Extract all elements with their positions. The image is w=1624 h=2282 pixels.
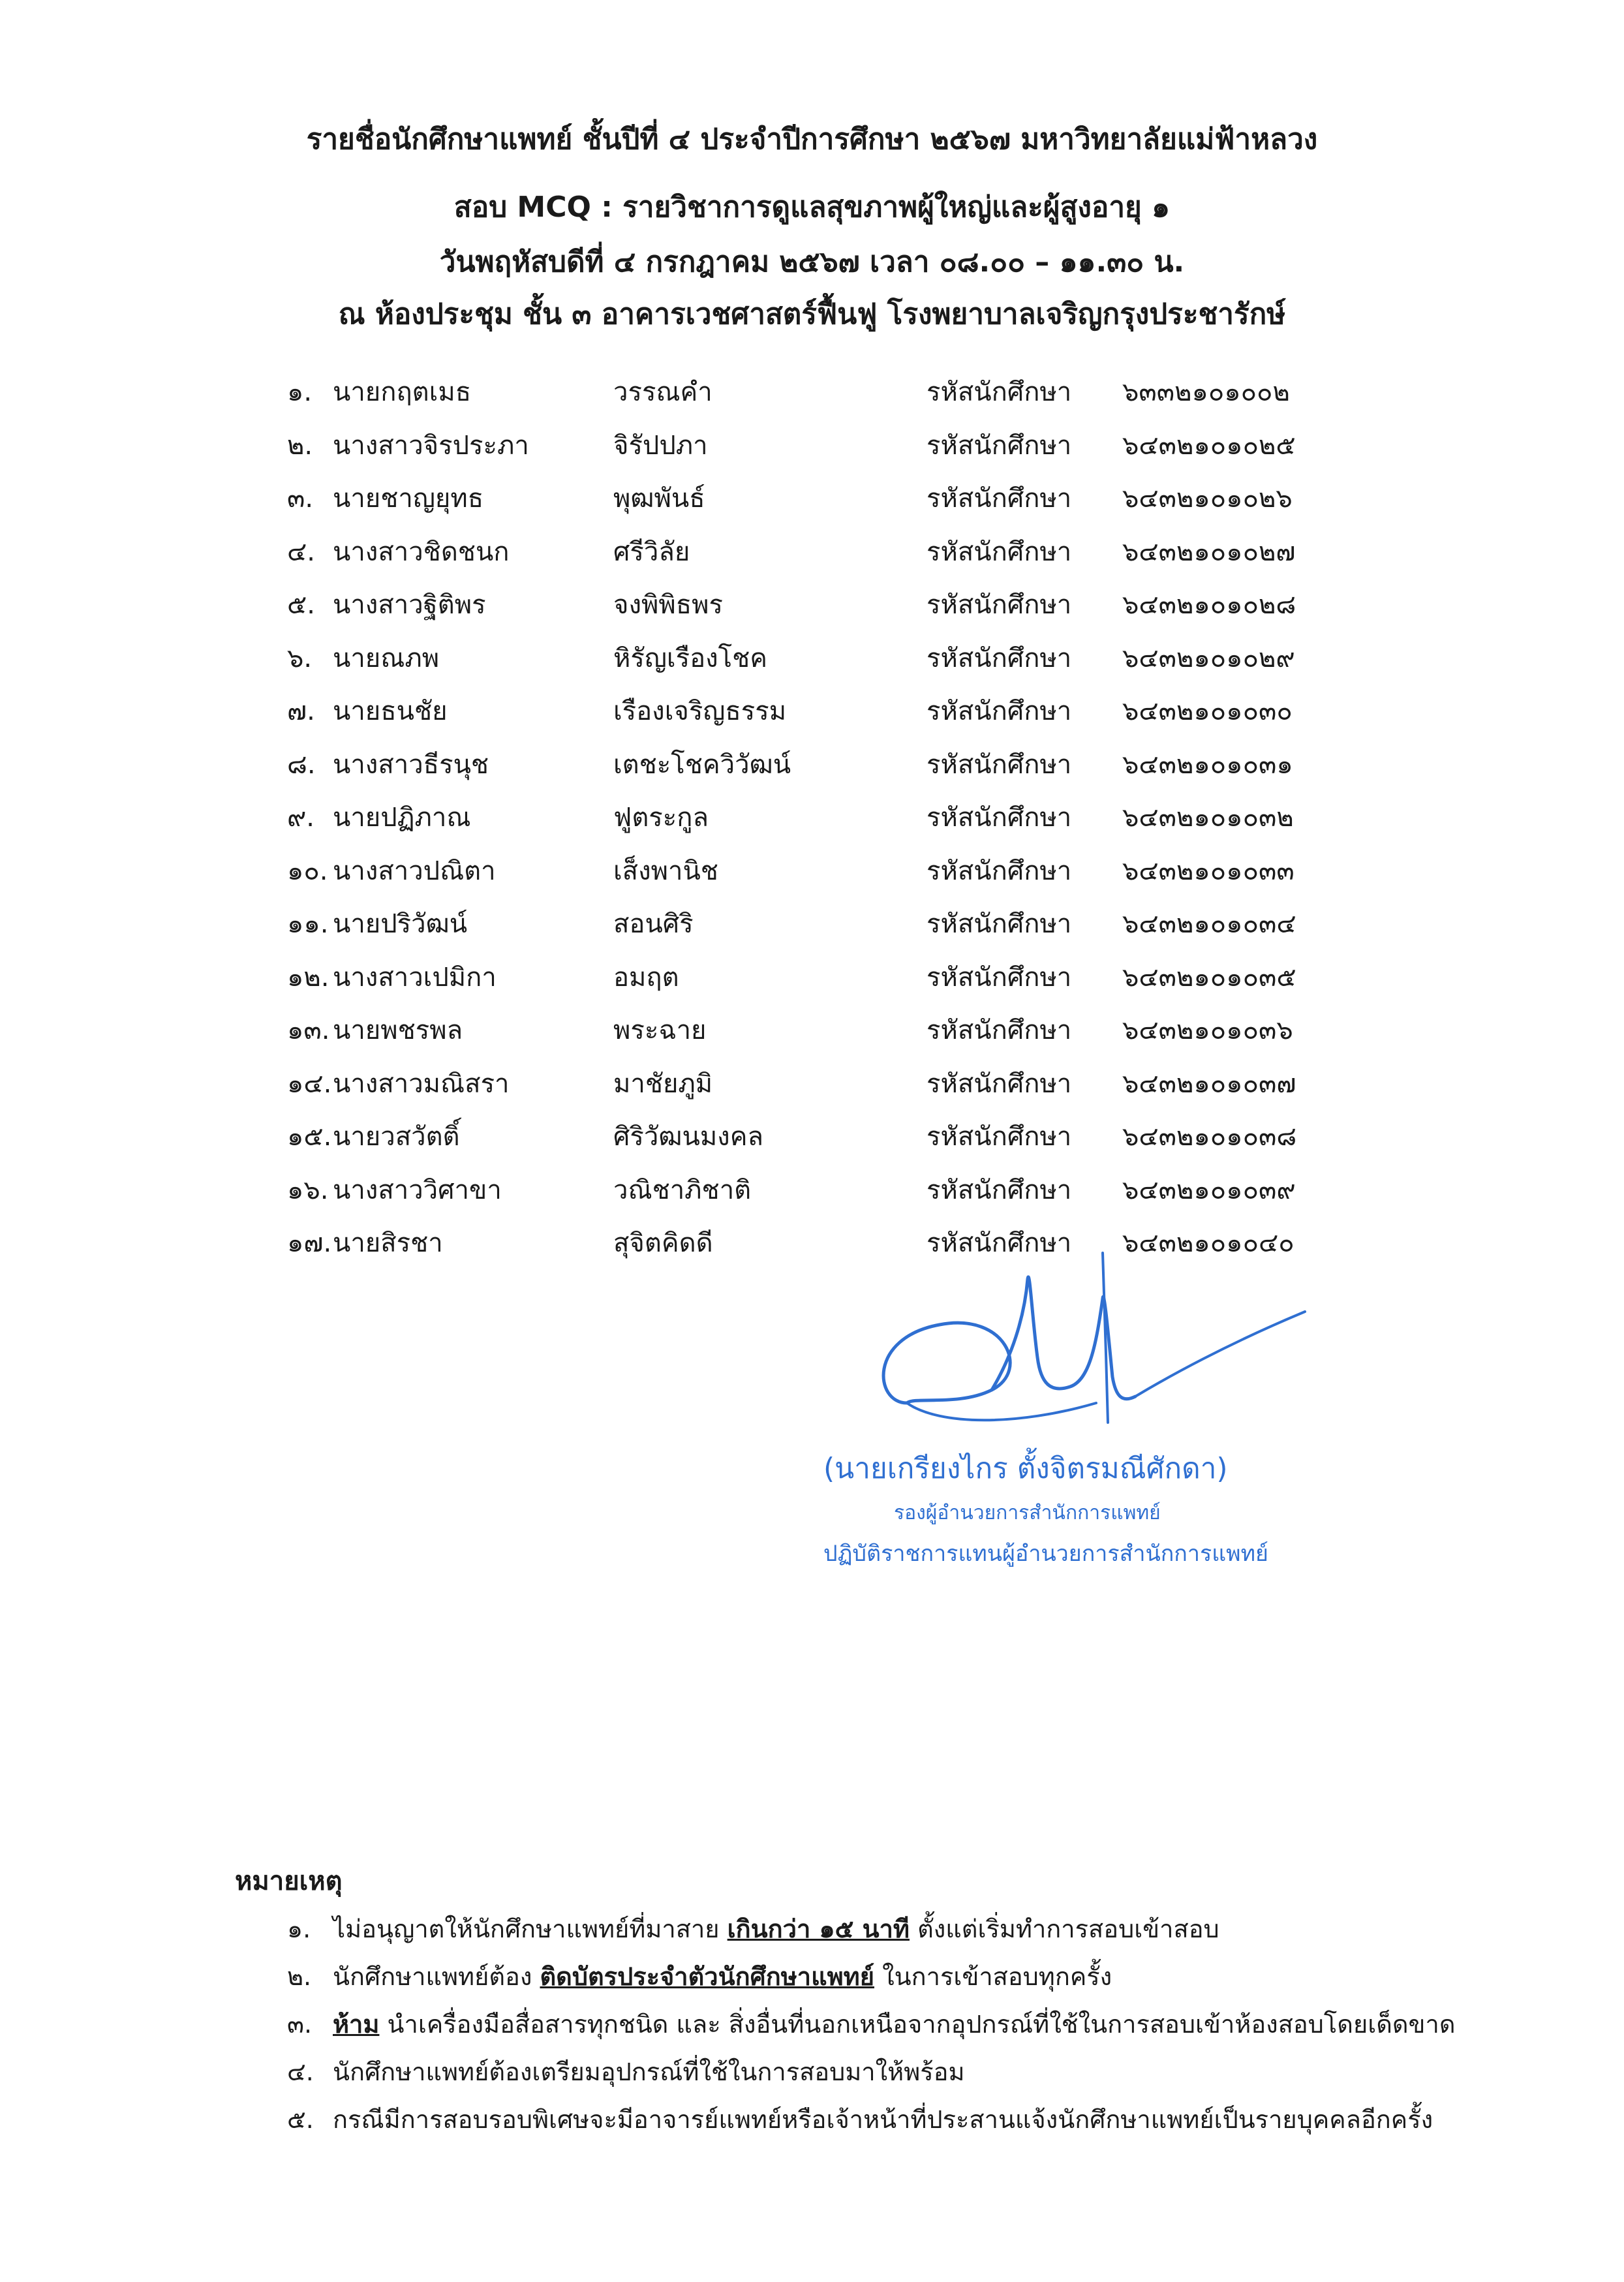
student-number: ๑๒. (287, 962, 329, 993)
student-first-name: นางสาวปณิตา (333, 856, 496, 886)
handwritten-signature (861, 1240, 1318, 1436)
notes-title: หมายเหตุ (235, 1866, 343, 1896)
student-id: ๖๔๓๒๑๐๑๐๒๖ (1122, 484, 1293, 514)
student-list (287, 371, 1396, 1275)
student-id: ๖๔๓๒๑๐๑๐๓๙ (1122, 1175, 1296, 1205)
student-first-name: นายกฤตเมธ (333, 377, 472, 407)
student-row (287, 902, 1396, 956)
student-id: ๖๔๓๒๑๐๑๐๓๓ (1122, 856, 1295, 886)
student-number: ๒. (287, 430, 313, 461)
note-number: ๒. (287, 1962, 312, 1991)
note-text (333, 1956, 1112, 1996)
student-number: ๑. (287, 377, 313, 407)
student-last-name: ฟูตระกูล (613, 803, 709, 833)
student-first-name: นางสาวเปมิกา (333, 962, 497, 993)
student-row (287, 371, 1396, 424)
student-row (287, 956, 1396, 1010)
student-last-name: วณิชาภิชาติ (613, 1175, 752, 1205)
student-last-name: อมฤต (613, 962, 679, 993)
header-datetime: วันพฤหัสบดีที่ ๔ กรกฎาคม ๒๕๖๗ เวลา ๐๘.๐๐ – ๑๑.๓๐ น. (439, 245, 1185, 279)
signatory-position: รองผู้อำนวยการสำนักการแพทย์ (894, 1502, 1161, 1524)
student-last-name: พระฉาย (613, 1015, 707, 1045)
note-emphasis: ห้าม (333, 2010, 380, 2039)
student-row (287, 1062, 1396, 1116)
student-first-name: นายณภพ (333, 643, 440, 673)
student-id: ๖๔๓๒๑๐๑๐๓๘ (1122, 1122, 1297, 1152)
student-last-name: มาชัยภูมิ (613, 1068, 713, 1099)
note-item (287, 1956, 1527, 2004)
student-first-name: นางสาววิศาขา (333, 1175, 502, 1205)
student-first-name: นายชาญยุทธ (333, 484, 484, 514)
student-id: ๖๔๓๒๑๐๑๐๒๗ (1122, 536, 1296, 567)
student-id-label: รหัสนักศึกษา (927, 484, 1072, 514)
note-emphasis: ติดบัตรประจำตัวนักศึกษาแพทย์ (540, 1962, 874, 1991)
student-id-label: รหัสนักศึกษา (927, 856, 1072, 886)
signatory-acting-position: ปฏิบัติราชการแทนผู้อำนวยการสำนักการแพทย์ (823, 1541, 1268, 1567)
student-number: ๑๗. (287, 1228, 332, 1258)
header-title: รายชื่อนักศึกษาแพทย์ ชั้นปีที่ ๔ ประจำปีการศึกษา ๒๕๖๗ มหาวิทยาลัยแม่ฟ้าหลวง (306, 123, 1318, 156)
student-id-label: รหัสนักศึกษา (927, 749, 1072, 780)
student-last-name: ศิริวัฒนมงคล (613, 1122, 763, 1152)
student-id-label: รหัสนักศึกษา (927, 1122, 1072, 1152)
student-id: ๖๔๓๒๑๐๑๐๓๒ (1122, 803, 1294, 833)
note-text (333, 2004, 1456, 2044)
student-id-label: รหัสนักศึกษา (927, 1175, 1072, 1205)
student-row (287, 1009, 1396, 1062)
student-last-name: สุจิตคิดดี (613, 1228, 713, 1258)
note-text (333, 2099, 1433, 2139)
student-id-label: รหัสนักศึกษา (927, 962, 1072, 993)
note-number: ๓. (287, 2010, 313, 2039)
student-last-name: ศรีวิลัย (613, 536, 690, 567)
student-row (287, 850, 1396, 903)
student-first-name: นายธนชัย (333, 696, 448, 726)
student-first-name: นางสาวมณิสรา (333, 1068, 510, 1099)
student-number: ๙. (287, 803, 315, 833)
note-text-pre: กรณีมีการสอบรอบพิเศษจะมีอาจารย์แพทย์หรือเจ้าหน้าที่ประสานแจ้งนักศึกษาแพทย์เป็นรายบุคคลอีกครั้ง (333, 2105, 1433, 2134)
note-text-post: ตั้งแต่เริ่มทำการสอบเข้าสอบ (909, 1915, 1219, 1943)
student-number: ๑๔. (287, 1068, 332, 1099)
student-id-label: รหัสนักศึกษา (927, 803, 1072, 833)
note-item (287, 1909, 1527, 1956)
student-id: ๖๔๓๒๑๐๑๐๒๙ (1122, 643, 1295, 673)
student-row (287, 531, 1396, 584)
student-first-name: นางสาวชิดชนก (333, 536, 510, 567)
note-text-post: ในการเข้าสอบทุกครั้ง (874, 1962, 1112, 1991)
student-number: ๑๖. (287, 1175, 329, 1205)
student-id-label: รหัสนักศึกษา (927, 377, 1072, 407)
note-text-pre: ไม่อนุญาตให้นักศึกษาแพทย์ที่มาสาย (333, 1915, 728, 1943)
header-venue: ณ ห้องประชุม ชั้น ๓ อาคารเวชศาสตร์ฟื้นฟู โรงพยาบาลเจริญกรุงประชารักษ์ (338, 298, 1286, 331)
note-number: ๔. (287, 2058, 314, 2086)
note-text-pre: นักศึกษาแพทย์ต้อง (333, 1962, 540, 1991)
student-id: ๖๔๓๒๑๐๑๐๓๔ (1122, 909, 1296, 939)
student-id: ๖๔๓๒๑๐๑๐๓๕ (1122, 962, 1296, 993)
student-last-name: เตชะโชควิวัฒน์ (613, 749, 791, 780)
header-exam: สอบ MCQ : รายวิชาการดูแลสุขภาพผู้ใหญ่และผู้สูงอายุ ๑ (453, 191, 1171, 224)
student-last-name: เรืองเจริญธรรม (613, 696, 787, 726)
notes-list (287, 1909, 1527, 2147)
student-row (287, 1115, 1396, 1169)
note-item (287, 2004, 1527, 2052)
student-first-name: นายปริวัฒน์ (333, 909, 468, 939)
student-id-label: รหัสนักศึกษา (927, 643, 1072, 673)
student-row (287, 424, 1396, 478)
student-id-label: รหัสนักศึกษา (927, 909, 1072, 939)
student-number: ๗. (287, 696, 315, 726)
student-id: ๖๔๓๒๑๐๑๐๓๗ (1122, 1068, 1296, 1099)
note-item (287, 2052, 1527, 2099)
note-emphasis: เกินกว่า ๑๕ นาที (727, 1915, 910, 1943)
note-text-post: นำเครื่องมือสื่อสารทุกชนิด และ สิ่งอื่นที่นอกเหนือจากอุปกรณ์ที่ใช้ในการสอบเข้าห้องสอบโดยเด็ดขาด (379, 2010, 1456, 2039)
student-id-label: รหัสนักศึกษา (927, 1068, 1072, 1099)
student-last-name: จงพิพิธพร (613, 590, 723, 620)
student-row (287, 477, 1396, 531)
student-row (287, 1169, 1396, 1222)
student-first-name: นางสาวธีรนุช (333, 749, 489, 780)
student-id: ๖๔๓๒๑๐๑๐๓๐ (1122, 696, 1293, 726)
student-number: ๕. (287, 590, 315, 620)
note-text-pre: นักศึกษาแพทย์ต้องเตรียมอุปกรณ์ที่ใช้ในการสอบมาให้พร้อม (333, 2058, 965, 2086)
note-number: ๑. (287, 1915, 311, 1943)
student-number: ๔. (287, 536, 315, 567)
student-id: ๖๔๓๒๑๐๑๐๓๑ (1122, 749, 1293, 780)
student-number: ๑๑. (287, 909, 329, 939)
student-last-name: หิรัญเรืองโชค (613, 643, 768, 673)
student-first-name: นายสิรชา (333, 1228, 443, 1258)
student-last-name: เส็งพานิช (613, 856, 718, 886)
student-first-name: นางสาวจิรประภา (333, 430, 529, 461)
student-number: ๑๕. (287, 1122, 332, 1152)
student-id-label: รหัสนักศึกษา (927, 536, 1072, 567)
student-row (287, 690, 1396, 743)
student-number: ๑๐. (287, 856, 328, 886)
student-number: ๓. (287, 484, 314, 514)
student-first-name: นายวสวัตติ์ (333, 1122, 460, 1152)
student-id: ๖๔๓๒๑๐๑๐๒๕ (1122, 430, 1296, 461)
student-id-label: รหัสนักศึกษา (927, 430, 1072, 461)
student-id-label: รหัสนักศึกษา (927, 696, 1072, 726)
student-id-label: รหัสนักศึกษา (927, 590, 1072, 620)
student-last-name: พุฒพันธ์ (613, 484, 705, 514)
note-text (333, 2052, 965, 2091)
student-id: ๖๔๓๒๑๐๑๐๔๐ (1122, 1228, 1295, 1258)
signatory-name: (นายเกรียงไกร ตั้งจิตรมณีศักดา) (823, 1452, 1228, 1485)
student-row (287, 743, 1396, 797)
student-id-label: รหัสนักศึกษา (927, 1015, 1072, 1045)
student-row (287, 637, 1396, 690)
student-first-name: นายพชรพล (333, 1015, 463, 1045)
student-first-name: นางสาวฐิติพร (333, 590, 486, 620)
student-row (287, 583, 1396, 637)
note-text (333, 1909, 1219, 1949)
student-id: ๖๔๓๒๑๐๑๐๒๘ (1122, 590, 1296, 620)
note-number: ๕. (287, 2105, 314, 2134)
student-number: ๘. (287, 749, 316, 780)
student-last-name: วรรณคำ (613, 377, 712, 407)
student-id: ๖๓๓๒๑๐๑๐๐๒ (1122, 377, 1290, 407)
student-last-name: สอนศิริ (613, 909, 694, 939)
student-id-label: รหัสนักศึกษา (927, 1228, 1072, 1258)
student-first-name: นายปฏิภาณ (333, 803, 471, 833)
student-row (287, 796, 1396, 850)
note-item (287, 2099, 1527, 2147)
student-number: ๖. (287, 643, 313, 673)
student-number: ๑๓. (287, 1015, 330, 1045)
student-last-name: จิรัปปภา (613, 430, 708, 461)
student-id: ๖๔๓๒๑๐๑๐๓๖ (1122, 1015, 1293, 1045)
